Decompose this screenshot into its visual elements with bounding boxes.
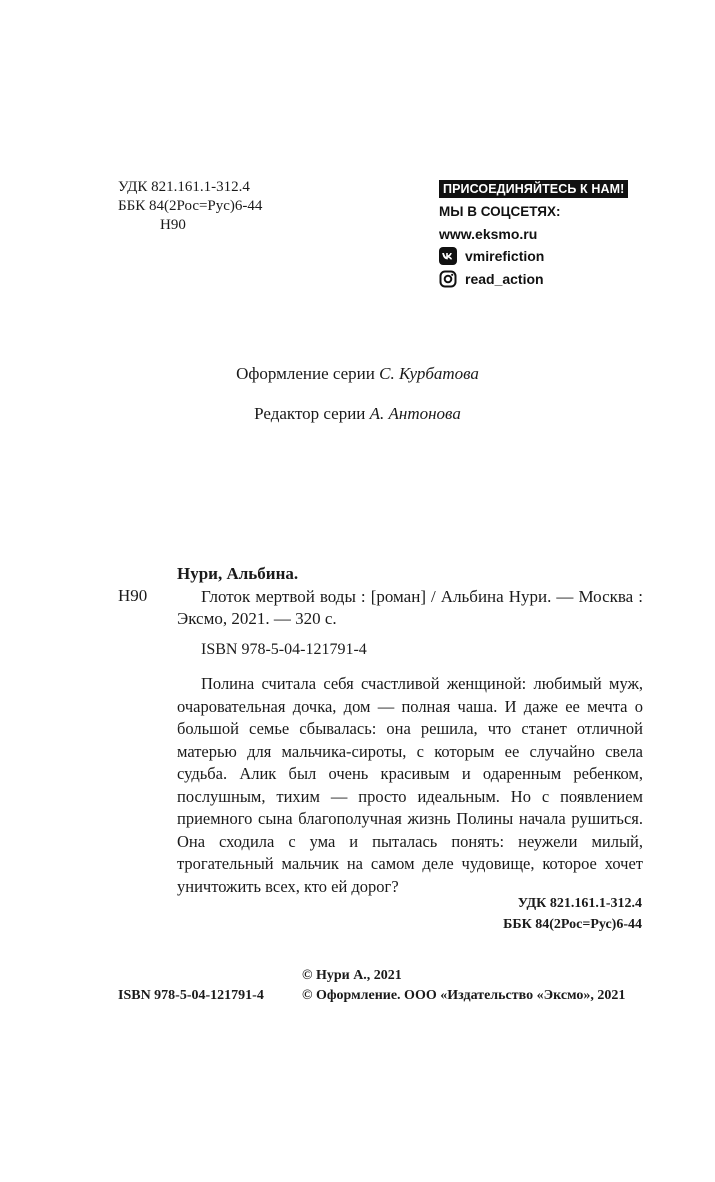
join-banner: ПРИСОЕДИНЯЙТЕСЬ К НАМ! <box>439 180 628 198</box>
instagram-row[interactable] <box>439 270 628 288</box>
social-block <box>439 180 628 288</box>
design-name: С. Курбатова <box>379 364 479 383</box>
annotation: Полина считала себя счастливой женщиной: любимый муж, очаровательная дочка, дом — полная чаша. И даже ее мечта о большой семье сбывалась: она решила, что станет отличной матерью для мальчика-сироты, с которым ее случайно свела судьба. Алик был очень красивым и одаренным ребенком, послушным, тихим — просто идеальным. Но с появлением приемного сына благополучная жизнь Полины начала рушиться. Она сходила с ума и пыталась понять: неужели милый, трогательный мальчик на самом деле чудовище, которое хочет уничтожить всех, кто ей дорог? <box>177 674 643 896</box>
catalog-codes <box>118 178 262 235</box>
series-design-credit <box>0 364 715 384</box>
social-heading: МЫ В СОЦСЕТЯХ: <box>439 204 561 219</box>
vk-row[interactable] <box>439 247 628 265</box>
vk-handle: vmirefiction <box>465 248 545 264</box>
instagram-handle: read_action <box>465 271 544 287</box>
vk-icon <box>439 247 457 265</box>
record-isbn: ISBN 978-5-04-121791-4 <box>201 641 367 658</box>
editor-label: Редактор серии <box>254 404 366 423</box>
author-name: Нури, Альбина. <box>177 564 299 583</box>
record-udk: УДК 821.161.1-312.4 <box>517 896 642 911</box>
copyright-design: © Оформление. ООО «Издательство «Эксмо», 2021 <box>302 988 626 1003</box>
author-sign-code: Н90 <box>160 217 186 233</box>
series-editor-credit <box>0 404 715 424</box>
udk-code: УДК 821.161.1-312.4 <box>118 179 250 195</box>
footer-isbn: ISBN 978-5-04-121791-4 <box>118 988 264 1003</box>
copyright-author: © Нури А., 2021 <box>302 968 402 983</box>
site-link[interactable]: www.eksmo.ru <box>439 226 538 242</box>
bibliographic-description: Глоток мертвой воды : [роман] / Альбина Нури. — Москва : Эксмо, 2021. — 320 с. <box>177 587 643 628</box>
editor-name: А. Антонова <box>369 404 461 423</box>
record-code: Н90 <box>118 586 148 605</box>
instagram-icon <box>439 270 457 288</box>
bbk-code: ББК 84(2Рос=Рус)6-44 <box>118 198 263 214</box>
record-bbk: ББК 84(2Рос=Рус)6-44 <box>503 917 642 932</box>
design-label: Оформление серии <box>236 364 375 383</box>
